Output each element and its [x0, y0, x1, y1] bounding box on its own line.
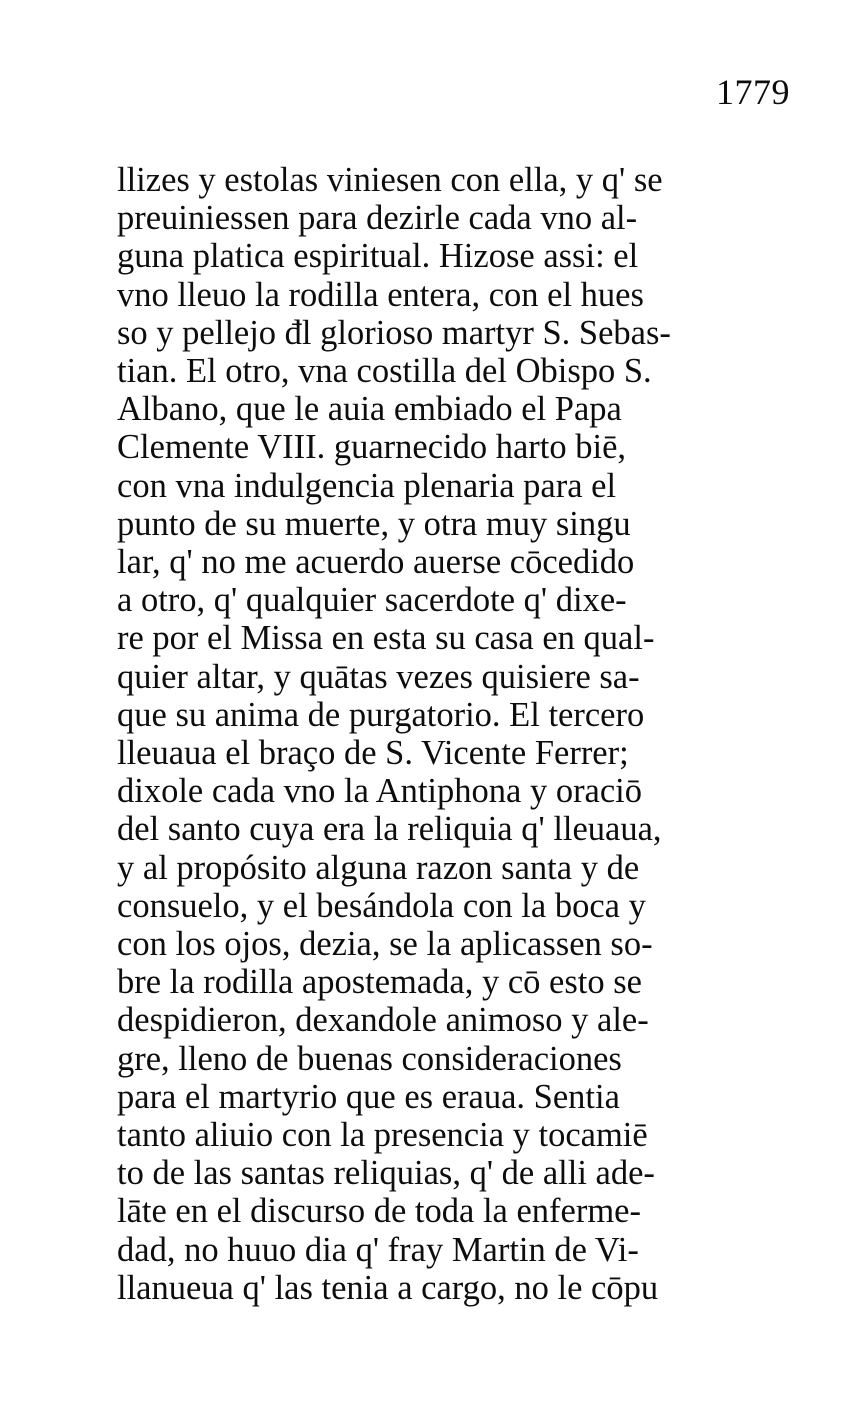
- text-line: tanto aliuio con la presencia y tocamiē: [117, 1116, 648, 1155]
- text-line: que su anima de purgatorio. El tercero: [117, 695, 645, 734]
- text-line: lāte en el discurso de toda la enferme-: [117, 1192, 641, 1231]
- text-line: llizes y estolas viniesen con ella, y q' se: [117, 161, 663, 199]
- page-number: 1779: [716, 72, 790, 112]
- text-line: gre, lleno de buenas consideraciones: [117, 1039, 622, 1078]
- text-line: despidieron, dexandole animoso y ale-: [117, 1001, 649, 1040]
- text-line: guna platica espiritual. Hizose assi: el: [117, 237, 639, 276]
- text-line: del santo cuya era la reliquia q' lleuaua,: [117, 810, 662, 849]
- text-line: vno lleuo la rodilla entera, con el hues: [117, 275, 644, 314]
- text-line: to de las santas reliquias, q' de alli ade-: [117, 1154, 655, 1193]
- text-line: llanueua q' las tenia a cargo, no le cōpu: [117, 1268, 659, 1307]
- text-line: so y pellejo đl glorioso martyr S. Sebas-: [117, 313, 671, 352]
- text-line: punto de su muerte, y otra muy singu: [117, 504, 631, 543]
- text-line: con los ojos, dezia, se la aplicassen so-: [117, 925, 653, 964]
- text-line: y al propósito alguna razon santa y de: [117, 848, 640, 887]
- text-line: preuiniessen para dezirle cada vno al-: [117, 199, 638, 238]
- text-line: quier altar, y quātas vezes quisiere sa-: [117, 657, 640, 696]
- text-line: dixole cada vno la Antiphona y oraciō: [117, 772, 643, 811]
- text-line: consuelo, y el besándola con la boca y: [117, 886, 646, 925]
- body-text: [117, 161, 737, 1307]
- text-line: para el martyrio que es eraua. Sentia: [117, 1077, 620, 1116]
- text-line: a otro, q' qualquier sacerdote q' dixe-: [117, 581, 627, 620]
- text-line: con vna indulgencia plenaria para el: [117, 466, 617, 505]
- text-line: lar, q' no me acuerdo auerse cōcedido: [117, 543, 635, 582]
- text-line: Clemente VIII. guarnecido harto biē,: [117, 428, 627, 467]
- text-line: re por el Missa en esta su casa en qual-: [117, 619, 655, 658]
- text-line: bre la rodilla apostemada, y cō esto se: [117, 963, 642, 1002]
- text-line: tian. El otro, vna costilla del Obispo S.: [117, 352, 652, 391]
- text-line: Albano, que le auia embiado el Papa: [117, 390, 622, 429]
- text-line: lleuaua el braço de S. Vicente Ferrer;: [117, 734, 629, 773]
- text-line: dad, no huuo dia q' fray Martin de Vi-: [117, 1230, 639, 1269]
